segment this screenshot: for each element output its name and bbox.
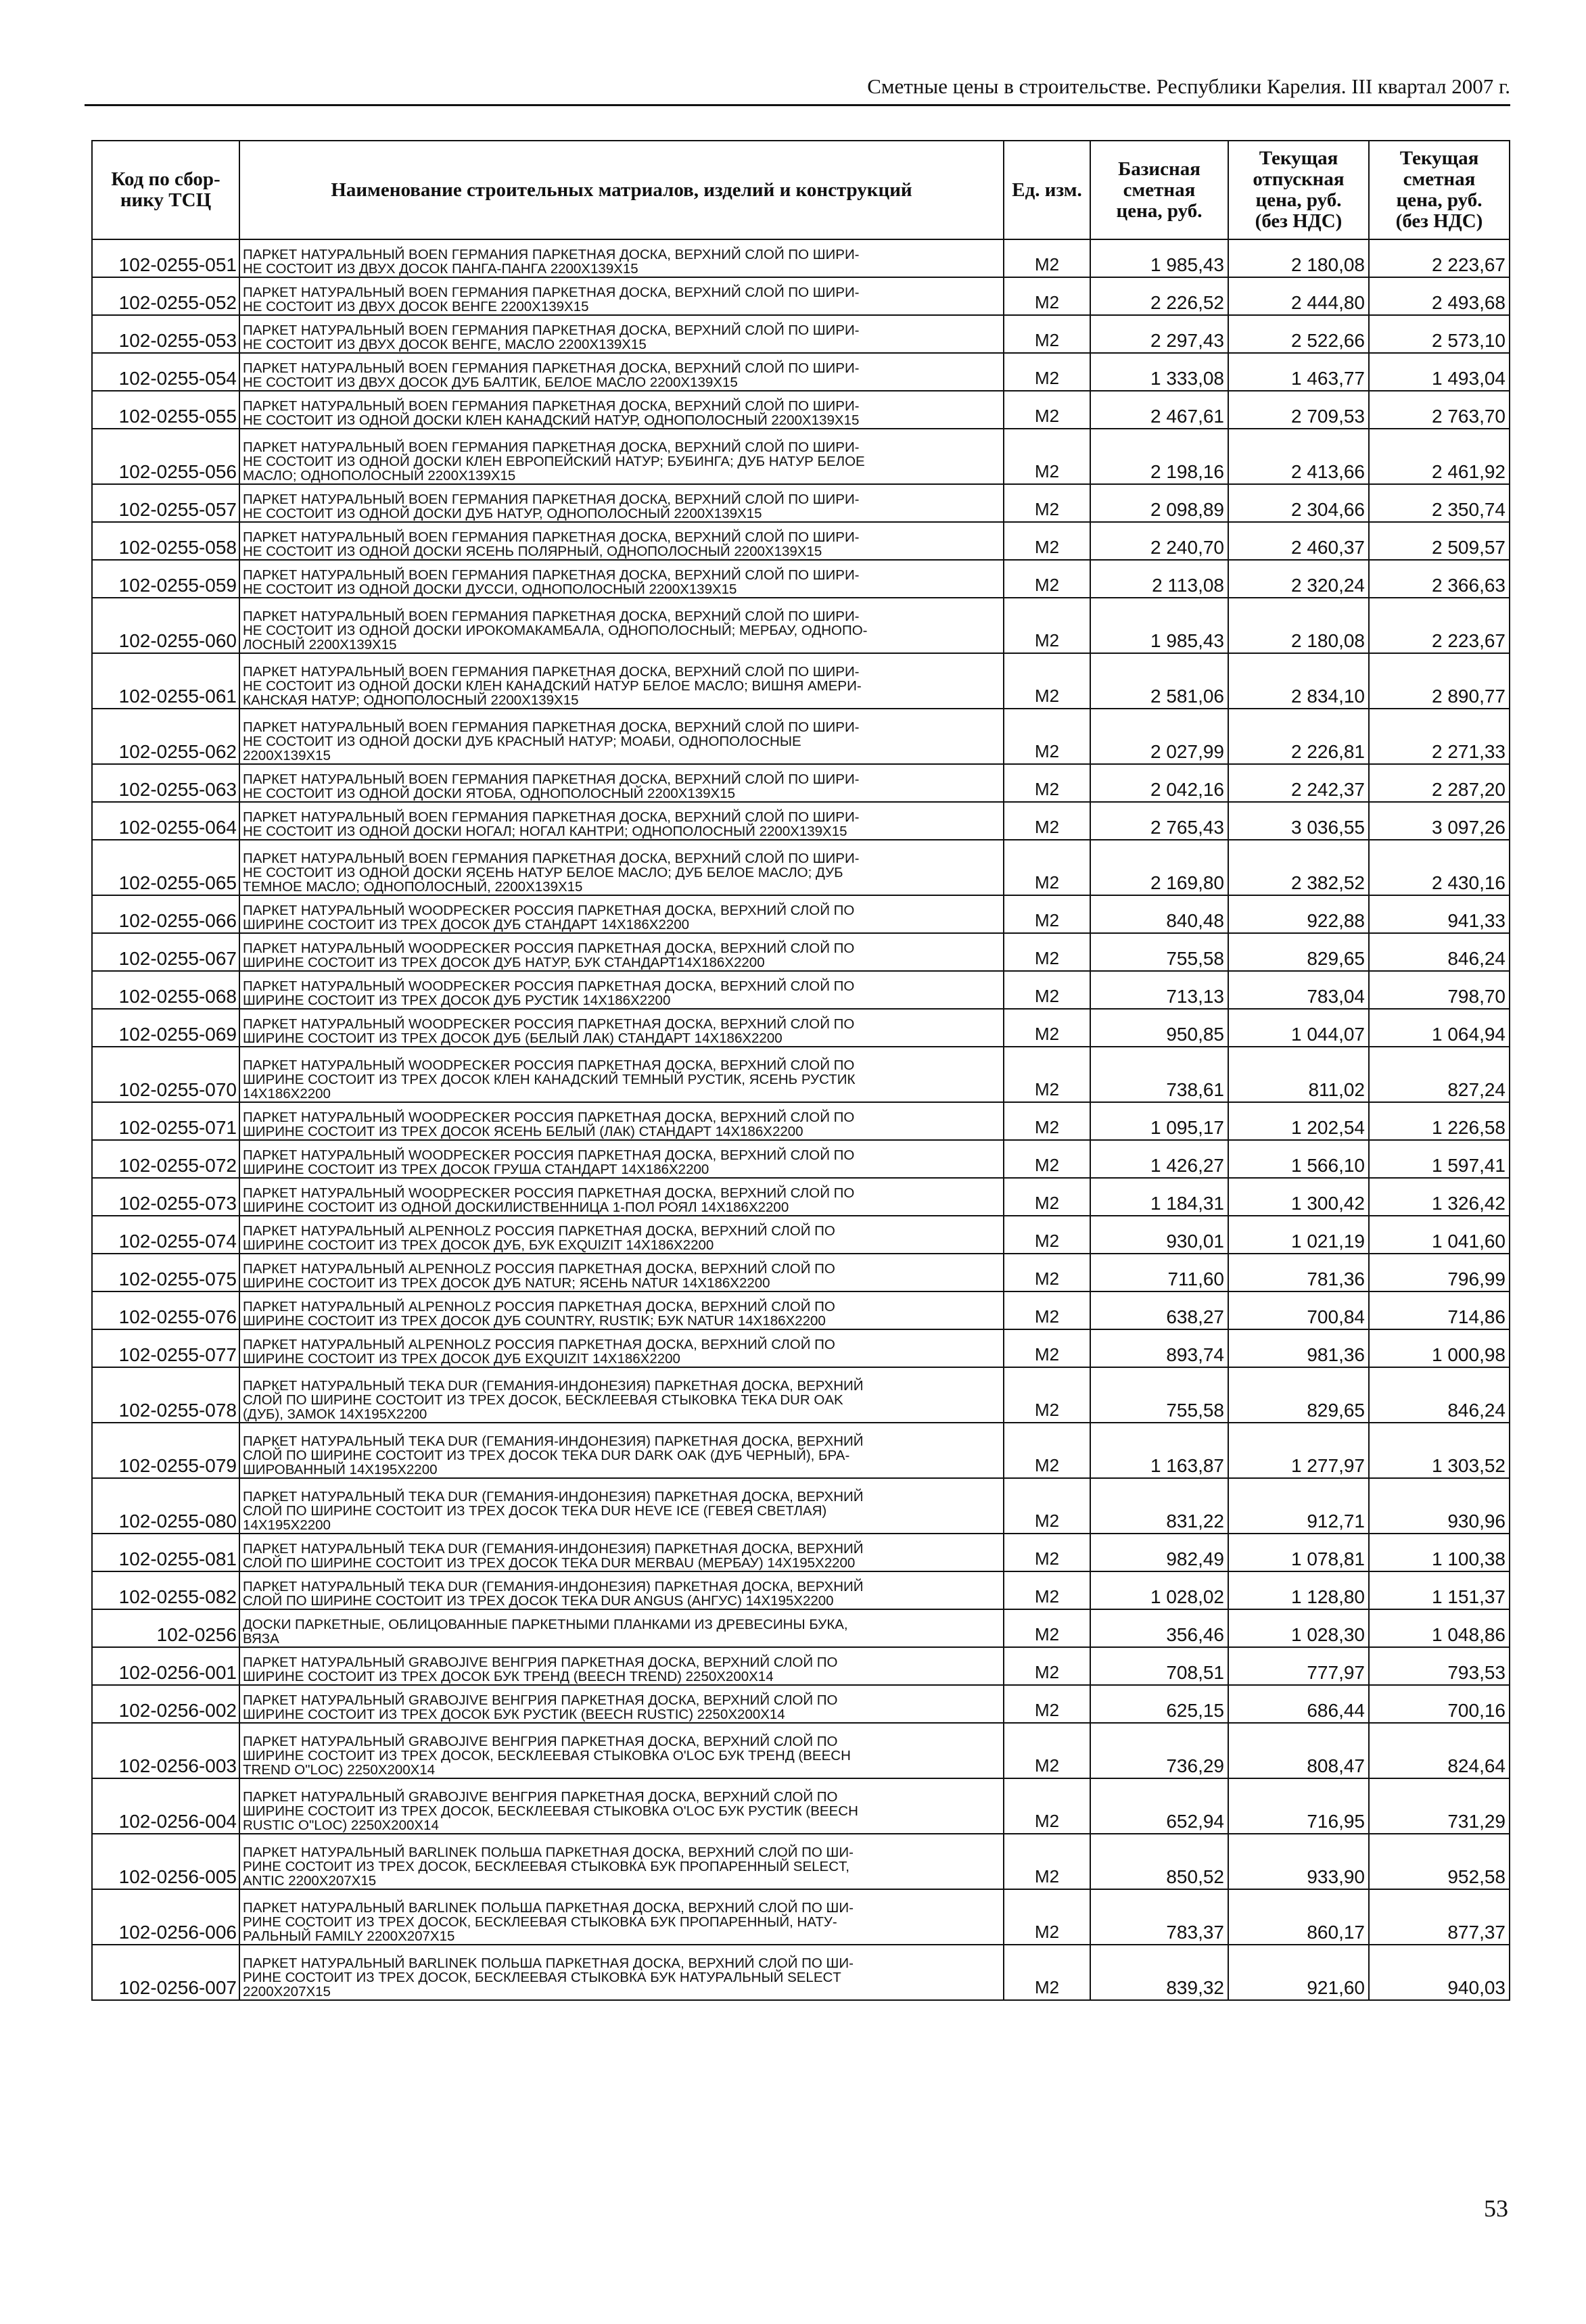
release-price: 3 036,55 <box>1228 802 1369 840</box>
base-price: 831,22 <box>1090 1478 1228 1534</box>
base-price: 1 163,87 <box>1090 1423 1228 1478</box>
current-price: 1 064,94 <box>1369 1009 1510 1047</box>
item-unit: М2 <box>1004 1478 1090 1534</box>
table-row <box>92 933 1510 971</box>
item-unit: М2 <box>1004 971 1090 1009</box>
table-row <box>92 1609 1510 1647</box>
item-name: ПАРКЕТ НАТУРАЛЬНЫЙ GRABOJIVE ВЕНГРИЯ ПАРКЕТНАЯ ДОСКА, ВЕРХНИЙ СЛОЙ ПО ШИРИНЕ СОСТОИТ ИЗ ТРЕХ ДОСОК, БЕСКЛЕЕВАЯ СТЫКОВКА O'LOC БУК РУСТИК (BEECH RUSTIC O"LOC) 2250Х200Х14 <box>239 1778 1004 1834</box>
item-code: 102-0255-081 <box>92 1534 239 1571</box>
item-unit: М2 <box>1004 802 1090 840</box>
item-code: 102-0255-052 <box>92 277 239 315</box>
table-row <box>92 560 1510 598</box>
current-price: 731,29 <box>1369 1778 1510 1834</box>
item-unit: М2 <box>1004 1291 1090 1329</box>
base-price: 1 028,02 <box>1090 1571 1228 1609</box>
price-table <box>91 140 1510 2001</box>
release-price: 912,71 <box>1228 1478 1369 1534</box>
release-price: 981,36 <box>1228 1329 1369 1367</box>
release-price: 2 180,08 <box>1228 239 1369 277</box>
table-row <box>92 895 1510 933</box>
current-price: 1 151,37 <box>1369 1571 1510 1609</box>
table-row <box>92 1778 1510 1834</box>
item-unit: М2 <box>1004 1254 1090 1291</box>
table-row <box>92 802 1510 840</box>
table-row <box>92 1254 1510 1291</box>
item-unit: М2 <box>1004 1140 1090 1178</box>
item-code: 102-0255-057 <box>92 484 239 522</box>
base-price: 783,37 <box>1090 1889 1228 1945</box>
col-header-code: Код по сбор- нику ТСЦ <box>92 141 239 239</box>
table-row <box>92 1102 1510 1140</box>
item-code: 102-0256-003 <box>92 1723 239 1778</box>
base-price: 1 184,31 <box>1090 1178 1228 1216</box>
item-name: ПАРКЕТ НАТУРАЛЬНЫЙ BOEN ГЕРМАНИЯ ПАРКЕТНАЯ ДОСКА, ВЕРХНИЙ СЛОЙ ПО ШИРИ- НЕ СОСТОИТ ИЗ ОДНОЙ ДОСКИ НОГАЛ; НОГАЛ КАНТРИ; ОДНОПОЛОСНЫЙ 2200Х139Х15 <box>239 802 1004 840</box>
item-unit: М2 <box>1004 1945 1090 2000</box>
current-price: 714,86 <box>1369 1291 1510 1329</box>
item-unit: М2 <box>1004 1009 1090 1047</box>
item-name: ПАРКЕТ НАТУРАЛЬНЫЙ ALPENHOLZ РОССИЯ ПАРКЕТНАЯ ДОСКА, ВЕРХНИЙ СЛОЙ ПО ШИРИНЕ СОСТОИТ ИЗ ТРЕХ ДОСОК ДУБ NATUR; ЯСЕНЬ NATUR 14Х186Х2200 <box>239 1254 1004 1291</box>
col-header-release-price: Текущая отпускная цена, руб. (без НДС) <box>1228 141 1369 239</box>
item-name: ПАРКЕТ НАТУРАЛЬНЫЙ BOEN ГЕРМАНИЯ ПАРКЕТНАЯ ДОСКА, ВЕРХНИЙ СЛОЙ ПО ШИРИ- НЕ СОСТОИТ ИЗ ОДНОЙ ДОСКИ ДУССИ, ОДНОПОЛОСНЫЙ 2200Х139Х15 <box>239 560 1004 598</box>
current-price: 1 100,38 <box>1369 1534 1510 1571</box>
item-name: ПАРКЕТ НАТУРАЛЬНЫЙ BARLINEK ПОЛЬША ПАРКЕТНАЯ ДОСКА, ВЕРХНИЙ СЛОЙ ПО ШИ- РИНЕ СОСТОИТ ИЗ ТРЕХ ДОСОК, БЕСКЛЕЕВАЯ СТЫКОВКА БУК НАТУРАЛЬНЫЙ SELECT 2200Х207Х15 <box>239 1945 1004 2000</box>
base-price: 2 027,99 <box>1090 709 1228 764</box>
item-code: 102-0255-065 <box>92 840 239 895</box>
release-price: 2 709,53 <box>1228 391 1369 429</box>
current-price: 952,58 <box>1369 1834 1510 1889</box>
base-price: 356,46 <box>1090 1609 1228 1647</box>
base-price: 893,74 <box>1090 1329 1228 1367</box>
base-price: 2 467,61 <box>1090 391 1228 429</box>
item-unit: М2 <box>1004 1178 1090 1216</box>
item-unit: М2 <box>1004 560 1090 598</box>
item-name: ПАРКЕТ НАТУРАЛЬНЫЙ BOEN ГЕРМАНИЯ ПАРКЕТНАЯ ДОСКА, ВЕРХНИЙ СЛОЙ ПО ШИРИ- НЕ СОСТОИТ ИЗ ОДНОЙ ДОСКИ ДУБ НАТУР, ОДНОПОЛОСНЫЙ 2200Х139Х15 <box>239 484 1004 522</box>
item-unit: М2 <box>1004 1609 1090 1647</box>
item-unit: М2 <box>1004 598 1090 653</box>
release-price: 1 277,97 <box>1228 1423 1369 1478</box>
current-price: 2 223,67 <box>1369 598 1510 653</box>
table-row <box>92 353 1510 391</box>
item-unit: М2 <box>1004 1102 1090 1140</box>
release-price: 1 128,80 <box>1228 1571 1369 1609</box>
item-unit: М2 <box>1004 1571 1090 1609</box>
current-price: 2 509,57 <box>1369 522 1510 560</box>
running-header: Сметные цены в строительстве. Республики Карелия. III квартал 2007 г. <box>85 74 1510 106</box>
base-price: 839,32 <box>1090 1945 1228 2000</box>
release-price: 2 413,66 <box>1228 429 1369 484</box>
item-code: 102-0255-056 <box>92 429 239 484</box>
release-price: 2 522,66 <box>1228 315 1369 353</box>
item-name: ПАРКЕТ НАТУРАЛЬНЫЙ TEKA DUR (ГЕМАНИЯ-ИНДОНЕЗИЯ) ПАРКЕТНАЯ ДОСКА, ВЕРХНИЙ СЛОЙ ПО ШИРИНЕ СОСТОИТ ИЗ ТРЕХ ДОСОК, БЕСКЛЕЕВАЯ СТЫКОВКА TEKA DUR OAK (ДУБ), ЗАМОК 14Х195Х2200 <box>239 1367 1004 1423</box>
item-name: ПАРКЕТ НАТУРАЛЬНЫЙ BOEN ГЕРМАНИЯ ПАРКЕТНАЯ ДОСКА, ВЕРХНИЙ СЛОЙ ПО ШИРИ- НЕ СОСТОИТ ИЗ ОДНОЙ ДОСКИ ИРОКОМАКАМБАЛА, ОДНОПОЛОСНЫЙ; МЕРБАУ, ОДНОПО- ЛОСНЫЙ 2200Х139Х15 <box>239 598 1004 653</box>
release-price: 2 304,66 <box>1228 484 1369 522</box>
item-code: 102-0255-071 <box>92 1102 239 1140</box>
table-row <box>92 1478 1510 1534</box>
item-unit: М2 <box>1004 1889 1090 1945</box>
release-price: 829,65 <box>1228 933 1369 971</box>
table-row <box>92 1291 1510 1329</box>
release-price: 2 180,08 <box>1228 598 1369 653</box>
item-name: ПАРКЕТ НАТУРАЛЬНЫЙ BOEN ГЕРМАНИЯ ПАРКЕТНАЯ ДОСКА, ВЕРХНИЙ СЛОЙ ПО ШИРИ- НЕ СОСТОИТ ИЗ ОДНОЙ ДОСКИ КЛЕН КАНАДСКИЙ НАТУР, ОДНОПОЛОСНЫЙ 2200Х139Х15 <box>239 391 1004 429</box>
item-code: 102-0255-053 <box>92 315 239 353</box>
release-price: 686,44 <box>1228 1685 1369 1723</box>
item-code: 102-0255-059 <box>92 560 239 598</box>
item-name: ПАРКЕТ НАТУРАЛЬНЫЙ TEKA DUR (ГЕМАНИЯ-ИНДОНЕЗИЯ) ПАРКЕТНАЯ ДОСКА, ВЕРХНИЙ СЛОЙ ПО ШИРИНЕ СОСТОИТ ИЗ ТРЕХ ДОСОК TEKA DUR ANGUS (АНГУС) 14Х195Х2200 <box>239 1571 1004 1609</box>
item-name: ПАРКЕТ НАТУРАЛЬНЫЙ WOODPECKER РОССИЯ ПАРКЕТНАЯ ДОСКА, ВЕРХНИЙ СЛОЙ ПО ШИРИНЕ СОСТОИТ ИЗ ТРЕХ ДОСОК КЛЕН КАНАДСКИЙ ТЕМНЫЙ РУСТИК, ЯСЕНЬ РУСТИК 14Х186Х2200 <box>239 1047 1004 1102</box>
item-unit: М2 <box>1004 484 1090 522</box>
item-code: 102-0255-074 <box>92 1216 239 1254</box>
base-price: 982,49 <box>1090 1534 1228 1571</box>
table-row <box>92 1945 1510 2000</box>
current-price: 1 493,04 <box>1369 353 1510 391</box>
item-code: 102-0255-073 <box>92 1178 239 1216</box>
item-code: 102-0255-062 <box>92 709 239 764</box>
item-name: ПАРКЕТ НАТУРАЛЬНЫЙ WOODPECKER РОССИЯ ПАРКЕТНАЯ ДОСКА, ВЕРХНИЙ СЛОЙ ПО ШИРИНЕ СОСТОИТ ИЗ ТРЕХ ДОСОК ДУБ НАТУР, БУК СТАНДАРТ14Х186Х2200 <box>239 933 1004 971</box>
table-row <box>92 1534 1510 1571</box>
item-name: ПАРКЕТ НАТУРАЛЬНЫЙ TEKA DUR (ГЕМАНИЯ-ИНДОНЕЗИЯ) ПАРКЕТНАЯ ДОСКА, ВЕРХНИЙ СЛОЙ ПО ШИРИНЕ СОСТОИТ ИЗ ТРЕХ ДОСОК TEKA DUR MERBAU (МЕРБАУ) 14Х195Х2200 <box>239 1534 1004 1571</box>
release-price: 2 444,80 <box>1228 277 1369 315</box>
item-code: 102-0255-077 <box>92 1329 239 1367</box>
item-unit: М2 <box>1004 1647 1090 1685</box>
item-code: 102-0256-001 <box>92 1647 239 1685</box>
item-unit: М2 <box>1004 1834 1090 1889</box>
current-price: 2 763,70 <box>1369 391 1510 429</box>
col-header-base-price: Базисная сметная цена, руб. <box>1090 141 1228 239</box>
item-code: 102-0256 <box>92 1609 239 1647</box>
base-price: 1 095,17 <box>1090 1102 1228 1140</box>
item-name: ПАРКЕТ НАТУРАЛЬНЫЙ ALPENHOLZ РОССИЯ ПАРКЕТНАЯ ДОСКА, ВЕРХНИЙ СЛОЙ ПО ШИРИНЕ СОСТОИТ ИЗ ТРЕХ ДОСОК ДУБ EXQUIZIT 14Х186Х2200 <box>239 1329 1004 1367</box>
item-name: ПАРКЕТ НАТУРАЛЬНЫЙ BOEN ГЕРМАНИЯ ПАРКЕТНАЯ ДОСКА, ВЕРХНИЙ СЛОЙ ПО ШИРИ- НЕ СОСТОИТ ИЗ ОДНОЙ ДОСКИ ЯСЕНЬ НАТУР БЕЛОЕ МАСЛО; ДУБ БЕЛОЕ МАСЛО; ДУБ ТЕМНОЕ МАСЛО; ОДНОПОЛОСНЫЙ, 2200Х139Х15 <box>239 840 1004 895</box>
item-name: ПАРКЕТ НАТУРАЛЬНЫЙ WOODPECKER РОССИЯ ПАРКЕТНАЯ ДОСКА, ВЕРХНИЙ СЛОЙ ПО ШИРИНЕ СОСТОИТ ИЗ ТРЕХ ДОСОК ДУБ СТАНДАРТ 14Х186Х2200 <box>239 895 1004 933</box>
current-price: 846,24 <box>1369 1367 1510 1423</box>
base-price: 2 240,70 <box>1090 522 1228 560</box>
base-price: 2 113,08 <box>1090 560 1228 598</box>
current-price: 793,53 <box>1369 1647 1510 1685</box>
item-name: ПАРКЕТ НАТУРАЛЬНЫЙ WOODPECKER РОССИЯ ПАРКЕТНАЯ ДОСКА, ВЕРХНИЙ СЛОЙ ПО ШИРИНЕ СОСТОИТ ИЗ ТРЕХ ДОСОК ДУБ (БЕЛЫЙ ЛАК) СТАНДАРТ 14Х186Х2200 <box>239 1009 1004 1047</box>
current-price: 827,24 <box>1369 1047 1510 1102</box>
base-price: 708,51 <box>1090 1647 1228 1685</box>
release-price: 2 226,81 <box>1228 709 1369 764</box>
item-code: 102-0256-002 <box>92 1685 239 1723</box>
table-row <box>92 1216 1510 1254</box>
item-unit: М2 <box>1004 653 1090 709</box>
current-price: 1 597,41 <box>1369 1140 1510 1178</box>
current-price: 2 461,92 <box>1369 429 1510 484</box>
item-code: 102-0256-004 <box>92 1778 239 1834</box>
item-name: ПАРКЕТ НАТУРАЛЬНЫЙ WOODPECKER РОССИЯ ПАРКЕТНАЯ ДОСКА, ВЕРХНИЙ СЛОЙ ПО ШИРИНЕ СОСТОИТ ИЗ ОДНОЙ ДОСКИЛИСТВЕННИЦА 1-ПОЛ РОЯЛ 14Х186Х2200 <box>239 1178 1004 1216</box>
item-code: 102-0256-006 <box>92 1889 239 1945</box>
item-name: ПАРКЕТ НАТУРАЛЬНЫЙ BOEN ГЕРМАНИЯ ПАРКЕТНАЯ ДОСКА, ВЕРХНИЙ СЛОЙ ПО ШИРИ- НЕ СОСТОИТ ИЗ ДВУХ ДОСОК ВЕНГЕ 2200Х139Х15 <box>239 277 1004 315</box>
release-price: 811,02 <box>1228 1047 1369 1102</box>
item-code: 102-0255-078 <box>92 1367 239 1423</box>
base-price: 1 426,27 <box>1090 1140 1228 1178</box>
table-row <box>92 315 1510 353</box>
table-header-row <box>92 141 1510 239</box>
table-row <box>92 1423 1510 1478</box>
item-code: 102-0255-072 <box>92 1140 239 1178</box>
current-price: 3 097,26 <box>1369 802 1510 840</box>
item-code: 102-0255-068 <box>92 971 239 1009</box>
item-unit: М2 <box>1004 522 1090 560</box>
item-code: 102-0255-063 <box>92 764 239 802</box>
item-code: 102-0255-080 <box>92 1478 239 1534</box>
current-price: 2 223,67 <box>1369 239 1510 277</box>
table-row <box>92 1889 1510 1945</box>
current-price: 1 326,42 <box>1369 1178 1510 1216</box>
table-row <box>92 709 1510 764</box>
base-price: 755,58 <box>1090 1367 1228 1423</box>
item-unit: М2 <box>1004 1534 1090 1571</box>
base-price: 1 333,08 <box>1090 353 1228 391</box>
item-unit: М2 <box>1004 429 1090 484</box>
base-price: 2 226,52 <box>1090 277 1228 315</box>
current-price: 2 573,10 <box>1369 315 1510 353</box>
item-code: 102-0256-005 <box>92 1834 239 1889</box>
item-unit: М2 <box>1004 1723 1090 1778</box>
base-price: 638,27 <box>1090 1291 1228 1329</box>
item-name: ПАРКЕТ НАТУРАЛЬНЫЙ WOODPECKER РОССИЯ ПАРКЕТНАЯ ДОСКА, ВЕРХНИЙ СЛОЙ ПО ШИРИНЕ СОСТОИТ ИЗ ТРЕХ ДОСОК ДУБ РУСТИК 14Х186Х2200 <box>239 971 1004 1009</box>
item-unit: М2 <box>1004 1778 1090 1834</box>
item-name: ПАРКЕТ НАТУРАЛЬНЫЙ GRABOJIVE ВЕНГРИЯ ПАРКЕТНАЯ ДОСКА, ВЕРХНИЙ СЛОЙ ПО ШИРИНЕ СОСТОИТ ИЗ ТРЕХ ДОСОК, БЕСКЛЕЕВАЯ СТЫКОВКА O'LOC БУК ТРЕНД (BEECH TREND O"LOC) 2250Х200Х14 <box>239 1723 1004 1778</box>
release-price: 1 202,54 <box>1228 1102 1369 1140</box>
table-row <box>92 1647 1510 1685</box>
current-price: 798,70 <box>1369 971 1510 1009</box>
release-price: 783,04 <box>1228 971 1369 1009</box>
item-code: 102-0255-067 <box>92 933 239 971</box>
release-price: 933,90 <box>1228 1834 1369 1889</box>
release-price: 2 382,52 <box>1228 840 1369 895</box>
item-name: ПАРКЕТ НАТУРАЛЬНЫЙ TEKA DUR (ГЕМАНИЯ-ИНДОНЕЗИЯ) ПАРКЕТНАЯ ДОСКА, ВЕРХНИЙ СЛОЙ ПО ШИРИНЕ СОСТОИТ ИЗ ТРЕХ ДОСОК TEKA DUR DARK OAK (ДУБ ЧЕРНЫЙ), БРА- ШИРОВАННЫЙ 14Х195Х2200 <box>239 1423 1004 1478</box>
base-price: 736,29 <box>1090 1723 1228 1778</box>
current-price: 1 226,58 <box>1369 1102 1510 1140</box>
base-price: 850,52 <box>1090 1834 1228 1889</box>
item-name: ПАРКЕТ НАТУРАЛЬНЫЙ ALPENHOLZ РОССИЯ ПАРКЕТНАЯ ДОСКА, ВЕРХНИЙ СЛОЙ ПО ШИРИНЕ СОСТОИТ ИЗ ТРЕХ ДОСОК ДУБ, БУК EXQUIZIT 14Х186Х2200 <box>239 1216 1004 1254</box>
release-price: 1 463,77 <box>1228 353 1369 391</box>
table-row <box>92 840 1510 895</box>
current-price: 2 366,63 <box>1369 560 1510 598</box>
item-unit: М2 <box>1004 1047 1090 1102</box>
base-price: 930,01 <box>1090 1216 1228 1254</box>
table-row <box>92 971 1510 1009</box>
item-name: ДОСКИ ПАРКЕТНЫЕ, ОБЛИЦОВАННЫЕ ПАРКЕТНЫМИ ПЛАНКАМИ ИЗ ДРЕВЕСИНЫ БУКА, ВЯЗА <box>239 1609 1004 1647</box>
table-row <box>92 522 1510 560</box>
item-code: 102-0255-060 <box>92 598 239 653</box>
base-price: 2 042,16 <box>1090 764 1228 802</box>
base-price: 2 297,43 <box>1090 315 1228 353</box>
item-name: ПАРКЕТ НАТУРАЛЬНЫЙ BOEN ГЕРМАНИЯ ПАРКЕТНАЯ ДОСКА, ВЕРХНИЙ СЛОЙ ПО ШИРИ- НЕ СОСТОИТ ИЗ ОДНОЙ ДОСКИ КЛЕН КАНАДСКИЙ НАТУР БЕЛОЕ МАСЛО; ВИШНЯ АМЕРИ- КАНСКАЯ НАТУР; ОДНОПОЛОСНЫЙ 2200Х139Х15 <box>239 653 1004 709</box>
current-price: 941,33 <box>1369 895 1510 933</box>
table-row <box>92 1834 1510 1889</box>
item-code: 102-0255-082 <box>92 1571 239 1609</box>
current-price: 1 048,86 <box>1369 1609 1510 1647</box>
table-row <box>92 1178 1510 1216</box>
base-price: 713,13 <box>1090 971 1228 1009</box>
table-row <box>92 1140 1510 1178</box>
release-price: 1 566,10 <box>1228 1140 1369 1178</box>
item-unit: М2 <box>1004 933 1090 971</box>
base-price: 2 198,16 <box>1090 429 1228 484</box>
table-row <box>92 1329 1510 1367</box>
release-price: 777,97 <box>1228 1647 1369 1685</box>
release-price: 1 021,19 <box>1228 1216 1369 1254</box>
item-code: 102-0255-069 <box>92 1009 239 1047</box>
page-number: 53 <box>1484 2195 1508 2222</box>
base-price: 1 985,43 <box>1090 239 1228 277</box>
item-unit: М2 <box>1004 1685 1090 1723</box>
base-price: 2 169,80 <box>1090 840 1228 895</box>
table-row <box>92 239 1510 277</box>
current-price: 824,64 <box>1369 1723 1510 1778</box>
table-row <box>92 598 1510 653</box>
item-code: 102-0255-070 <box>92 1047 239 1102</box>
col-header-name: Наименование строительных матриалов, изделий и конструкций <box>239 141 1004 239</box>
item-unit: М2 <box>1004 1367 1090 1423</box>
base-price: 2 581,06 <box>1090 653 1228 709</box>
item-name: ПАРКЕТ НАТУРАЛЬНЫЙ WOODPECKER РОССИЯ ПАРКЕТНАЯ ДОСКА, ВЕРХНИЙ СЛОЙ ПО ШИРИНЕ СОСТОИТ ИЗ ТРЕХ ДОСОК ЯСЕНЬ БЕЛЫЙ (ЛАК) СТАНДАРТ 14Х186Х2200 <box>239 1102 1004 1140</box>
current-price: 796,99 <box>1369 1254 1510 1291</box>
release-price: 1 044,07 <box>1228 1009 1369 1047</box>
item-code: 102-0255-055 <box>92 391 239 429</box>
item-unit: М2 <box>1004 764 1090 802</box>
current-price: 2 493,68 <box>1369 277 1510 315</box>
table-row <box>92 1047 1510 1102</box>
col-header-current-price: Текущая сметная цена, руб. (без НДС) <box>1369 141 1510 239</box>
release-price: 922,88 <box>1228 895 1369 933</box>
release-price: 829,65 <box>1228 1367 1369 1423</box>
price-table-container <box>91 140 1509 2001</box>
table-row <box>92 277 1510 315</box>
item-name: ПАРКЕТ НАТУРАЛЬНЫЙ ALPENHOLZ РОССИЯ ПАРКЕТНАЯ ДОСКА, ВЕРХНИЙ СЛОЙ ПО ШИРИНЕ СОСТОИТ ИЗ ТРЕХ ДОСОК ДУБ COUNTRY, RUSTIK; БУК NATUR 14Х186Х2200 <box>239 1291 1004 1329</box>
item-code: 102-0256-007 <box>92 1945 239 2000</box>
item-code: 102-0255-058 <box>92 522 239 560</box>
item-unit: М2 <box>1004 709 1090 764</box>
item-name: ПАРКЕТ НАТУРАЛЬНЫЙ WOODPECKER РОССИЯ ПАРКЕТНАЯ ДОСКА, ВЕРХНИЙ СЛОЙ ПО ШИРИНЕ СОСТОИТ ИЗ ТРЕХ ДОСОК ГРУША СТАНДАРТ 14Х186Х2200 <box>239 1140 1004 1178</box>
base-price: 625,15 <box>1090 1685 1228 1723</box>
base-price: 2 098,89 <box>1090 484 1228 522</box>
item-name: ПАРКЕТ НАТУРАЛЬНЫЙ BOEN ГЕРМАНИЯ ПАРКЕТНАЯ ДОСКА, ВЕРХНИЙ СЛОЙ ПО ШИРИ- НЕ СОСТОИТ ИЗ ОДНОЙ ДОСКИ ДУБ КРАСНЫЙ НАТУР; МОАБИ, ОДНОПОЛОСНЫЕ 2200Х139Х15 <box>239 709 1004 764</box>
release-price: 860,17 <box>1228 1889 1369 1945</box>
item-code: 102-0255-054 <box>92 353 239 391</box>
item-code: 102-0255-066 <box>92 895 239 933</box>
base-price: 711,60 <box>1090 1254 1228 1291</box>
current-price: 1 303,52 <box>1369 1423 1510 1478</box>
table-row <box>92 1571 1510 1609</box>
release-price: 921,60 <box>1228 1945 1369 2000</box>
release-price: 1 300,42 <box>1228 1178 1369 1216</box>
current-price: 877,37 <box>1369 1889 1510 1945</box>
current-price: 2 890,77 <box>1369 653 1510 709</box>
item-code: 102-0255-051 <box>92 239 239 277</box>
item-name: ПАРКЕТ НАТУРАЛЬНЫЙ BOEN ГЕРМАНИЯ ПАРКЕТНАЯ ДОСКА, ВЕРХНИЙ СЛОЙ ПО ШИРИ- НЕ СОСТОИТ ИЗ ОДНОЙ ДОСКИ ЯТОБА, ОДНОПОЛОСНЫЙ 2200Х139Х15 <box>239 764 1004 802</box>
item-name: ПАРКЕТ НАТУРАЛЬНЫЙ GRABOJIVE ВЕНГРИЯ ПАРКЕТНАЯ ДОСКА, ВЕРХНИЙ СЛОЙ ПО ШИРИНЕ СОСТОИТ ИЗ ТРЕХ ДОСОК БУК РУСТИК (BEECH RUSTIC) 2250Х200Х14 <box>239 1685 1004 1723</box>
item-name: ПАРКЕТ НАТУРАЛЬНЫЙ TEKA DUR (ГЕМАНИЯ-ИНДОНЕЗИЯ) ПАРКЕТНАЯ ДОСКА, ВЕРХНИЙ СЛОЙ ПО ШИРИНЕ СОСТОИТ ИЗ ТРЕХ ДОСОК TEKA DUR HEVE ICE (ГЕВЕЯ СВЕТЛАЯ) 14Х195Х2200 <box>239 1478 1004 1534</box>
current-price: 846,24 <box>1369 933 1510 971</box>
item-unit: М2 <box>1004 239 1090 277</box>
item-unit: М2 <box>1004 840 1090 895</box>
current-price: 1 041,60 <box>1369 1216 1510 1254</box>
item-code: 102-0255-076 <box>92 1291 239 1329</box>
item-code: 102-0255-061 <box>92 653 239 709</box>
item-unit: М2 <box>1004 895 1090 933</box>
release-price: 2 834,10 <box>1228 653 1369 709</box>
item-name: ПАРКЕТ НАТУРАЛЬНЫЙ BARLINEK ПОЛЬША ПАРКЕТНАЯ ДОСКА, ВЕРХНИЙ СЛОЙ ПО ШИ- РИНЕ СОСТОИТ ИЗ ТРЕХ ДОСОК, БЕСКЛЕЕВАЯ СТЫКОВКА БУК ПРОПАРЕННЫЙ, НАТУ- РАЛЬНЫЙ FAMILY 2200Х207Х15 <box>239 1889 1004 1945</box>
base-price: 652,94 <box>1090 1778 1228 1834</box>
current-price: 2 350,74 <box>1369 484 1510 522</box>
release-price: 2 460,37 <box>1228 522 1369 560</box>
item-name: ПАРКЕТ НАТУРАЛЬНЫЙ GRABOJIVE ВЕНГРИЯ ПАРКЕТНАЯ ДОСКА, ВЕРХНИЙ СЛОЙ ПО ШИРИНЕ СОСТОИТ ИЗ ТРЕХ ДОСОК БУК ТРЕНД (BEECH TREND) 2250Х200Х14 <box>239 1647 1004 1685</box>
release-price: 781,36 <box>1228 1254 1369 1291</box>
table-row <box>92 1723 1510 1778</box>
base-price: 840,48 <box>1090 895 1228 933</box>
table-row <box>92 1009 1510 1047</box>
item-unit: М2 <box>1004 353 1090 391</box>
base-price: 2 765,43 <box>1090 802 1228 840</box>
current-price: 700,16 <box>1369 1685 1510 1723</box>
release-price: 700,84 <box>1228 1291 1369 1329</box>
current-price: 1 000,98 <box>1369 1329 1510 1367</box>
item-name: ПАРКЕТ НАТУРАЛЬНЫЙ BOEN ГЕРМАНИЯ ПАРКЕТНАЯ ДОСКА, ВЕРХНИЙ СЛОЙ ПО ШИРИ- НЕ СОСТОИТ ИЗ ДВУХ ДОСОК ДУБ БАЛТИК, БЕЛОЕ МАСЛО 2200Х139Х15 <box>239 353 1004 391</box>
base-price: 1 985,43 <box>1090 598 1228 653</box>
table-row <box>92 764 1510 802</box>
release-price: 716,95 <box>1228 1778 1369 1834</box>
table-row <box>92 429 1510 484</box>
col-header-unit: Ед. изм. <box>1004 141 1090 239</box>
table-row <box>92 484 1510 522</box>
item-code: 102-0255-075 <box>92 1254 239 1291</box>
item-unit: М2 <box>1004 315 1090 353</box>
item-unit: М2 <box>1004 391 1090 429</box>
table-row <box>92 1367 1510 1423</box>
release-price: 2 242,37 <box>1228 764 1369 802</box>
table-row <box>92 1685 1510 1723</box>
base-price: 738,61 <box>1090 1047 1228 1102</box>
current-price: 940,03 <box>1369 1945 1510 2000</box>
item-name: ПАРКЕТ НАТУРАЛЬНЫЙ BOEN ГЕРМАНИЯ ПАРКЕТНАЯ ДОСКА, ВЕРХНИЙ СЛОЙ ПО ШИРИ- НЕ СОСТОИТ ИЗ ОДНОЙ ДОСКИ КЛЕН ЕВРОПЕЙСКИЙ НАТУР; БУБИНГА; ДУБ НАТУР БЕЛОЕ МАСЛО; ОДНОПОЛОСНЫЙ 2200Х139Х15 <box>239 429 1004 484</box>
table-body <box>92 239 1510 2000</box>
item-code: 102-0255-064 <box>92 802 239 840</box>
table-row <box>92 391 1510 429</box>
current-price: 930,96 <box>1369 1478 1510 1534</box>
base-price: 950,85 <box>1090 1009 1228 1047</box>
release-price: 1 028,30 <box>1228 1609 1369 1647</box>
item-unit: М2 <box>1004 1329 1090 1367</box>
release-price: 2 320,24 <box>1228 560 1369 598</box>
release-price: 808,47 <box>1228 1723 1369 1778</box>
base-price: 755,58 <box>1090 933 1228 971</box>
item-name: ПАРКЕТ НАТУРАЛЬНЫЙ BOEN ГЕРМАНИЯ ПАРКЕТНАЯ ДОСКА, ВЕРХНИЙ СЛОЙ ПО ШИРИ- НЕ СОСТОИТ ИЗ ДВУХ ДОСОК ПАНГА-ПАНГА 2200Х139Х15 <box>239 239 1004 277</box>
current-price: 2 271,33 <box>1369 709 1510 764</box>
item-unit: М2 <box>1004 1216 1090 1254</box>
item-name: ПАРКЕТ НАТУРАЛЬНЫЙ BOEN ГЕРМАНИЯ ПАРКЕТНАЯ ДОСКА, ВЕРХНИЙ СЛОЙ ПО ШИРИ- НЕ СОСТОИТ ИЗ ДВУХ ДОСОК ВЕНГЕ, МАСЛО 2200Х139Х15 <box>239 315 1004 353</box>
item-name: ПАРКЕТ НАТУРАЛЬНЫЙ BOEN ГЕРМАНИЯ ПАРКЕТНАЯ ДОСКА, ВЕРХНИЙ СЛОЙ ПО ШИРИ- НЕ СОСТОИТ ИЗ ОДНОЙ ДОСКИ ЯСЕНЬ ПОЛЯРНЫЙ, ОДНОПОЛОСНЫЙ 2200Х139Х15 <box>239 522 1004 560</box>
item-unit: М2 <box>1004 277 1090 315</box>
item-name: ПАРКЕТ НАТУРАЛЬНЫЙ BARLINEK ПОЛЬША ПАРКЕТНАЯ ДОСКА, ВЕРХНИЙ СЛОЙ ПО ШИ- РИНЕ СОСТОИТ ИЗ ТРЕХ ДОСОК, БЕСКЛЕЕВАЯ СТЫКОВКА БУК ПРОПАРЕННЫЙ SELECT, ANTIC 2200Х207Х15 <box>239 1834 1004 1889</box>
current-price: 2 287,20 <box>1369 764 1510 802</box>
current-price: 2 430,16 <box>1369 840 1510 895</box>
release-price: 1 078,81 <box>1228 1534 1369 1571</box>
item-code: 102-0255-079 <box>92 1423 239 1478</box>
table-row <box>92 653 1510 709</box>
item-unit: М2 <box>1004 1423 1090 1478</box>
